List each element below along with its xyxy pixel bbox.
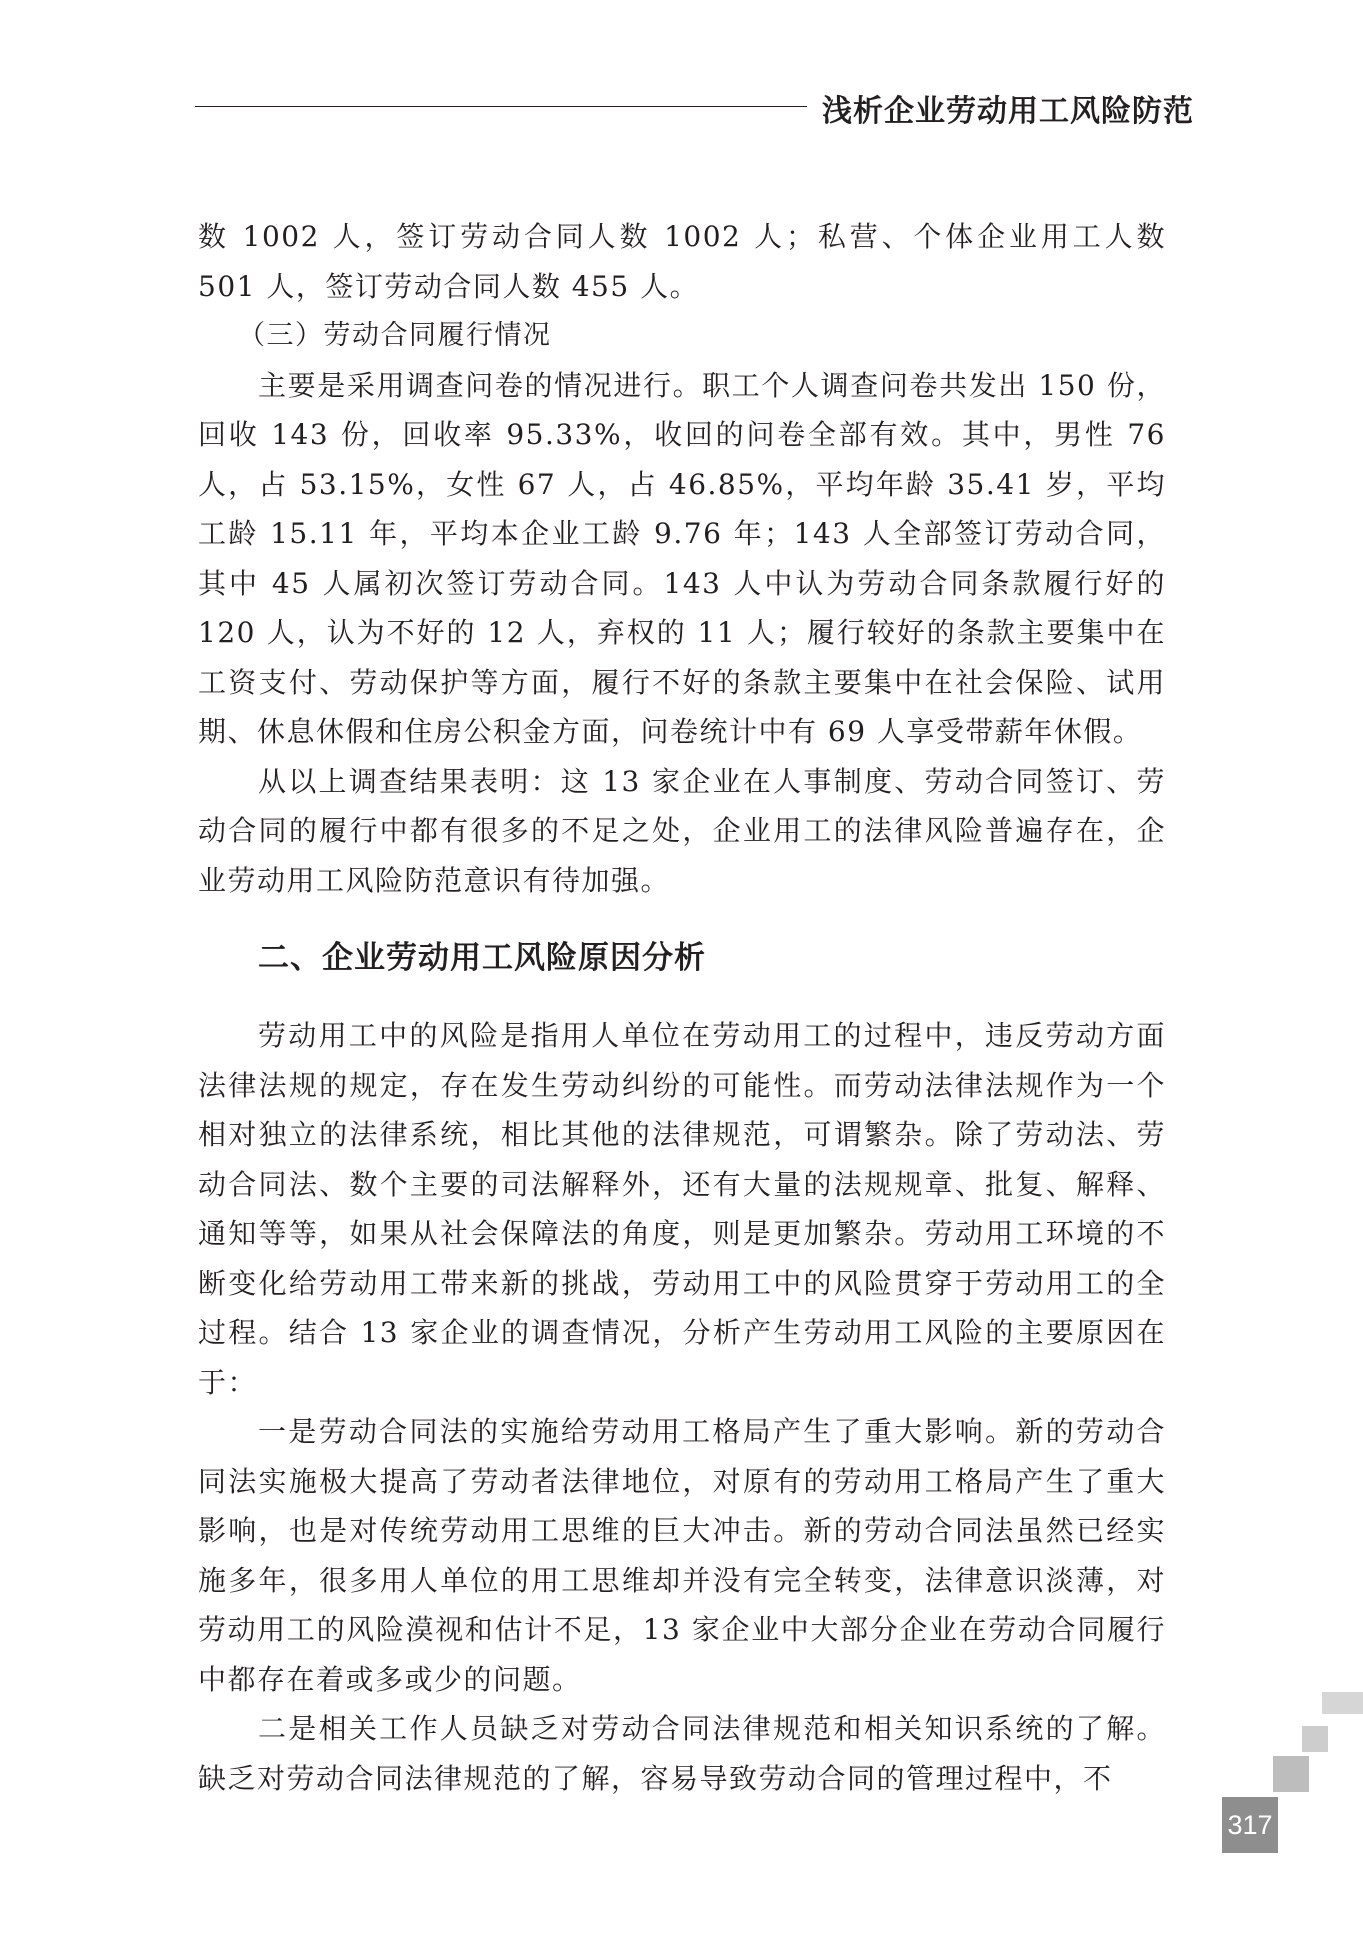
subheading-contract-performance: （三）劳动合同履行情况 (238, 320, 552, 351)
paragraph-cause-one: 一是劳动合同法的实施给劳动用工格局产生了重大影响。新的劳动合同法实施极大提高了劳动者法律地位，对原有的劳动用工格局产生了重大影响，也是对传统劳动用工思维的巨大冲击。新的劳动合同法虽然已经实施多年，很多用人单位的用工思维却并没有完全转变，法律意识淡薄，对劳动用工的风险漠视和估计不足，13 家企业中大部分企业在劳动合同履行中都存在着或多或少的问题。 (198, 1415, 1166, 1696)
paragraph-survey-results: 主要是采用调查问卷的情况进行。职工个人调查问卷共发出 150 份，回收 143 份，回收率 95.33%，收回的问卷全部有效。其中，男性 76 人，占 53.15%，女性 67 人，占 46.85%，平均年龄 35.41 岁，平均工龄 15.11 年，平均本企业工龄 9.76 年；143 人全部签订劳动合同，其中 45 人属初次签订劳动合同。143 人中认为劳动合同条款履行好的 120 人，认为不好的 12 人，弃权的 11 人；履行较好的条款主要集中在工资支付、劳动保护等方面，履行不好的条款主要集中在社会保险、试用期、休息休假和住房公积金方面，问卷统计中有 69 人享受带薪年休假。 (198, 368, 1166, 748)
section-heading-risk-causes: 二、企业劳动用工风险原因分析 (258, 940, 706, 976)
page-body (198, 212, 1166, 1803)
paragraph-cause-two: 二是相关工作人员缺乏对劳动合同法律规范和相关知识系统的了解。缺乏对劳动合同法律规范的了解，容易导致劳动合同的管理过程中，不 (198, 1712, 1166, 1795)
decorative-square (1322, 1692, 1363, 1714)
paragraph-continuation: 数 1002 人，签订劳动合同人数 1002 人；私营、个体企业用工人数 501 人，签订劳动合同人数 455 人。 (198, 220, 1166, 303)
paragraph-survey-conclusion: 从以上调查结果表明：这 13 家企业在人事制度、劳动合同签订、劳动合同的履行中都有很多的不足之处，企业用工的法律风险普遍存在，企业劳动用工风险防范意识有待加强。 (198, 764, 1166, 897)
header-rule (195, 106, 807, 107)
decorative-square (1273, 1756, 1309, 1792)
running-title: 浅析企业劳动用工风险防范 (822, 94, 1194, 129)
page-number: 317 (1222, 1797, 1278, 1853)
paragraph-risk-definition: 劳动用工中的风险是指用人单位在劳动用工的过程中，违反劳动方面法律法规的规定，存在发生劳动纠纷的可能性。而劳动法律法规作为一个相对独立的法律系统，相比其他的法律规范，可谓繁杂。除了劳动法、劳动合同法、数个主要的司法解释外，还有大量的法规规章、批复、解释、通知等等，如果从社会保障法的角度，则是更加繁杂。劳动用工环境的不断变化给劳动用工带来新的挑战，劳动用工中的风险贯穿于劳动用工的全过程。结合 13 家企业的调查情况，分析产生劳动用工风险的主要原因在于： (198, 1019, 1166, 1399)
decorative-square (1302, 1726, 1328, 1752)
